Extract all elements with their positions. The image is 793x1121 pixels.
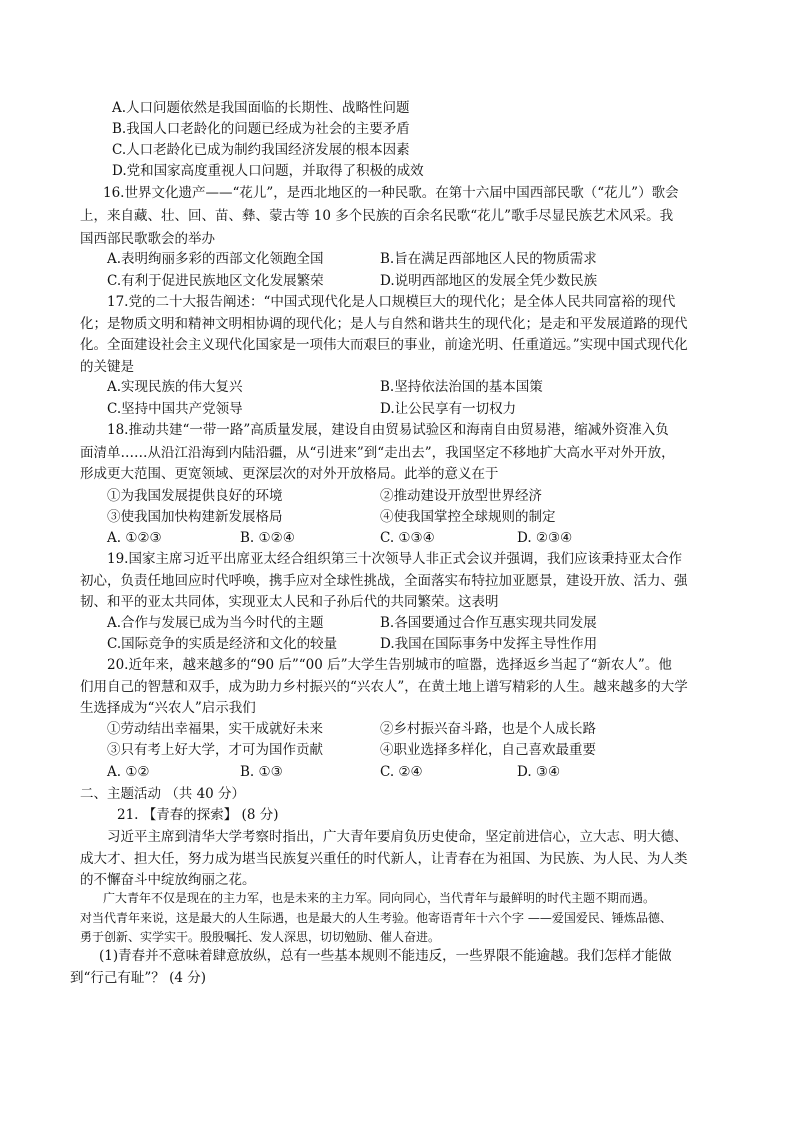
q17-stem-line4: 的关键是 [80, 359, 134, 375]
section-heading: 二、主题活动 （共 40 分） [80, 786, 246, 802]
q18-stem-line2: 面清单……从沿江沿海到内陆沿疆，从“引进来”到“走出去”，我国坚定不移地扩大高水平对外开放， [80, 445, 675, 461]
q19-stem-line1: 19.国家主席习近平出席亚太经合组织第三十次领导人非正式会议并强调，我们应该秉持亚太合作 [107, 551, 682, 567]
q20-stem-line2: 们用自己的智慧和双手，成为助力乡村振兴的“兴农人”，在黄土地上谱写精彩的人生。越来越多的大学 [80, 679, 688, 695]
q19-option-a: A.合作与发展已成为当今时代的主题 [107, 615, 324, 631]
q20-option-c: C. ②④ [380, 764, 423, 780]
q18-option-c: C. ①③④ [380, 530, 435, 546]
q18-statement-4: ④使我国掌控全球规则的制定 [380, 509, 556, 525]
q19-stem-line3: 韧、和平的亚太共同体，实现亚太人民和子孙后代的共同繁荣。这表明 [80, 594, 499, 610]
q18-statement-3: ③使我国加快构建新发展格局 [107, 509, 283, 525]
q16-option-a: A.表明绚丽多彩的西部文化领跑全国 [107, 251, 324, 267]
q18-stem-line3: 形成更大范围、更宽领域、更深层次的对外开放格局。此举的意义在于 [80, 466, 499, 482]
q18-statement-2: ②推动建设开放型世界经济 [380, 488, 542, 504]
q17-option-d: D.让公民享有一切权力 [380, 401, 517, 417]
q20-statement-4: ④职业选择多样化，自己喜欢最重要 [380, 742, 596, 758]
q16-option-c: C.有利于促进民族地区文化发展繁荣 [107, 273, 324, 289]
q21-material-line2: 对当代青年来说，这是最大的人生际遇，也是最大的人生考验。他寄语青年十六个字 ——爱国爱民、锤炼品德、 [80, 911, 672, 925]
q18-option-d: D. ②③④ [517, 530, 573, 546]
q20-stem-line3: 生选择成为“兴农人”启示我们 [80, 700, 256, 716]
q19-stem-line2: 初心，负责任地回应时代呼唤，携手应对全球性挑战，全面落实布特拉加亚愿景，建设开放、活力、强 [80, 573, 688, 589]
q20-statement-2: ②乡村振兴奋斗路，也是个人成长路 [380, 721, 596, 737]
q20-statement-1: ①劳动结出幸福果，实干成就好未来 [107, 721, 323, 737]
q16-stem-line2: 上，来自藏、壮、回、苗、彝、蒙古等 10 多个民族的百余名民歌“花儿”歌手尽显民族艺术风采。我 [80, 208, 674, 224]
q21-subquestion-1-line1: (1)青春并不意味着肆意放纵，总有一些基本规则不能违反，一些界限不能逾越。我们怎样才能做 [99, 948, 672, 964]
q21-title: 21. 【青春的探索】 (8 分) [117, 807, 279, 823]
q18-option-a: A. ①②③ [107, 530, 162, 546]
q15-option-b: B.我国人口老龄化的问题已经成为社会的主要矛盾 [112, 121, 410, 137]
q15-option-a: A.人口问题依然是我国面临的长期性、战略性问题 [112, 100, 410, 116]
q19-option-b: B.各国要通过合作互惠实现共同发展 [380, 615, 597, 631]
q17-stem-line2: 化；是物质文明和精神文明相协调的现代化；是人与自然和谐共生的现代化；是走和平发展道路的现代 [80, 316, 688, 332]
q20-option-d: D. ③④ [517, 764, 561, 780]
q16-stem-line3: 国西部民歌歌会的举办 [80, 231, 215, 247]
q18-statement-1: ①为我国发展提供良好的环境 [107, 488, 283, 504]
q19-option-c: C.国际竞争的实质是经济和文化的较量 [107, 636, 338, 652]
q16-option-d: D.说明西部地区的发展全凭少数民族 [380, 273, 598, 289]
q17-option-b: B.坚持依法治国的基本国策 [380, 379, 543, 395]
q20-stem-line1: 20.近年来，越来越多的“90 后”“00 后”大学生告别城市的喧嚣，选择返乡当起了“新农人”。他 [107, 657, 672, 673]
q21-material-line1: 广大青年不仅是现在的主力军，也是未来的主力军。同向同心，当代青年与最鲜明的时代主题不期而遇。 [103, 891, 656, 905]
q20-option-a: A. ①② [107, 764, 150, 780]
q21-subquestion-1-line2: 到“行己有耻”？ (4 分) [70, 970, 207, 986]
q17-stem-line3: 化。全面建设社会主义现代化国家是一项伟大而艰巨的事业，前途光明、任重道远。”实现中国式现代化 [80, 337, 688, 353]
q15-option-d: D.党和国家高度重视人口问题，并取得了积极的成效 [112, 163, 424, 179]
q15-option-c: C.人口老龄化已成为制约我国经济发展的根本因素 [112, 142, 410, 158]
q16-option-b: B.旨在满足西部地区人民的物质需求 [380, 251, 597, 267]
q17-option-a: A.实现民族的伟大复兴 [107, 379, 243, 395]
q16-stem-line1: 16.世界文化遗产——“花儿”，是西北地区的一种民歌。在第十六届中国西部民歌（“花儿”）歌会 [103, 185, 679, 201]
q18-option-b: B. ①②④ [240, 530, 295, 546]
q21-paragraph-line1: 习近平主席到清华大学考察时指出，广大青年要肩负历史使命，坚定前进信心，立大志、明大德、 [107, 829, 688, 845]
q21-paragraph-line2: 成大才、担大任，努力成为堪当民族复兴重任的时代新人，让青春在为祖国、为民族、为人民、为人类 [80, 851, 688, 867]
q18-stem-line1: 18.推动共建“一带一路”高质量发展，建设自由贸易试验区和海南自由贸易港，缩减外资准入负 [107, 422, 669, 438]
q20-option-b: B. ①③ [240, 764, 283, 780]
q21-material-line3: 勇于创新、实学实干。殷殷嘱托、发人深思，切切勉励、催人奋进。 [80, 930, 441, 944]
q17-option-c: C.坚持中国共产党领导 [107, 401, 243, 417]
q20-statement-3: ③只有考上好大学，才可为国作贡献 [107, 742, 323, 758]
q19-option-d: D.我国在国际事务中发挥主导性作用 [380, 636, 598, 652]
q21-paragraph-line3: 的不懈奋斗中绽放绚丽之花。 [80, 872, 256, 888]
q17-stem-line1: 17.党的二十大报告阐述：“中国式现代化是人口规模巨大的现代化；是全体人民共同富裕的现代 [107, 294, 676, 310]
